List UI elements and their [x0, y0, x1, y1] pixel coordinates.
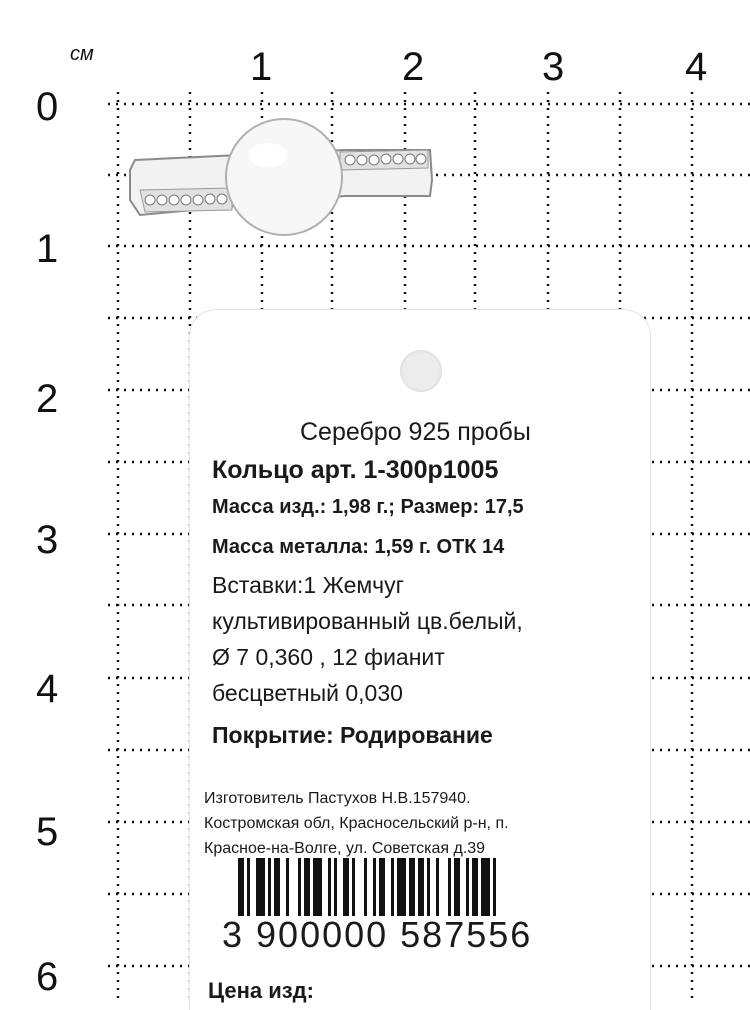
price-tag: [190, 310, 650, 1010]
barcode-bar: [379, 858, 385, 916]
x-tick-4: 4: [685, 45, 708, 89]
barcode-bar: [397, 858, 406, 916]
manufacturer-line-1: Изготовитель Пастухов Н.В.157940.: [204, 790, 471, 807]
insert-line-4: бесцветный 0,030: [212, 680, 403, 706]
y-tick-4: 4: [36, 667, 59, 711]
pearl-highlight: [248, 143, 288, 167]
metal-mass-line: Масса металла: 1,59 г. ОТК 14: [212, 536, 505, 558]
y-tick-0: 0: [36, 85, 59, 129]
tag-hole: [400, 350, 442, 392]
barcode-bar: [418, 858, 424, 916]
x-tick-2: 2: [402, 45, 425, 89]
manufacturer-line-2: Костромская обл, Красносельский р-н, п.: [204, 815, 509, 832]
y-tick-2: 2: [36, 377, 59, 421]
barcode-bar: [472, 858, 478, 916]
barcode-bar: [247, 858, 250, 916]
barcode-bar: [313, 858, 322, 916]
barcode-bar: [466, 858, 469, 916]
barcode-bar: [436, 858, 439, 916]
barcode-bar: [352, 858, 355, 916]
barcode-bar: [364, 858, 367, 916]
barcode-bar: [481, 858, 490, 916]
x-tick-1: 1: [250, 45, 273, 89]
barcode: [238, 858, 598, 916]
barcode-bar: [448, 858, 451, 916]
barcode-bar: [238, 858, 244, 916]
coating-line: Покрытие: Родирование: [212, 722, 493, 748]
insert-line-3: Ø 7 0,360 , 12 фианит: [212, 644, 445, 670]
barcode-bar: [286, 858, 289, 916]
x-tick-3: 3: [542, 45, 565, 89]
pearl: [226, 119, 342, 235]
barcode-bar: [427, 858, 430, 916]
barcode-bar: [409, 858, 415, 916]
barcode-bar: [454, 858, 460, 916]
mass-line: Масса изд.: 1,98 г.; Размер: 17,5: [212, 496, 524, 518]
article-line: Кольцо арт. 1-300р1005: [212, 456, 499, 484]
barcode-bar: [274, 858, 280, 916]
barcode-bar: [493, 858, 496, 916]
manufacturer-line-3: Красное-на-Волге, ул. Советская д.39: [204, 840, 486, 857]
y-tick-6: 6: [36, 955, 59, 999]
insert-line-1: Вставки:1 Жемчуг: [212, 572, 405, 598]
barcode-bar: [298, 858, 301, 916]
price-label: Цена изд:: [208, 978, 314, 1003]
barcode-bar: [268, 858, 271, 916]
barcode-bar: [391, 858, 394, 916]
y-tick-3: 3: [36, 518, 59, 562]
barcode-number: 3 900000 587556: [222, 914, 533, 955]
barcode-bar: [343, 858, 349, 916]
y-tick-5: 5: [36, 810, 59, 854]
barcode-bar: [373, 858, 376, 916]
y-tick-1: 1: [36, 227, 59, 271]
metal-line: Серебро 925 пробы: [300, 418, 531, 446]
barcode-bar: [328, 858, 331, 916]
barcode-bar: [334, 858, 337, 916]
unit-label: см: [70, 43, 94, 65]
barcode-bar: [256, 858, 265, 916]
insert-line-2: культивированный цв.белый,: [212, 608, 523, 634]
barcode-bar: [304, 858, 310, 916]
ring: [130, 119, 432, 235]
